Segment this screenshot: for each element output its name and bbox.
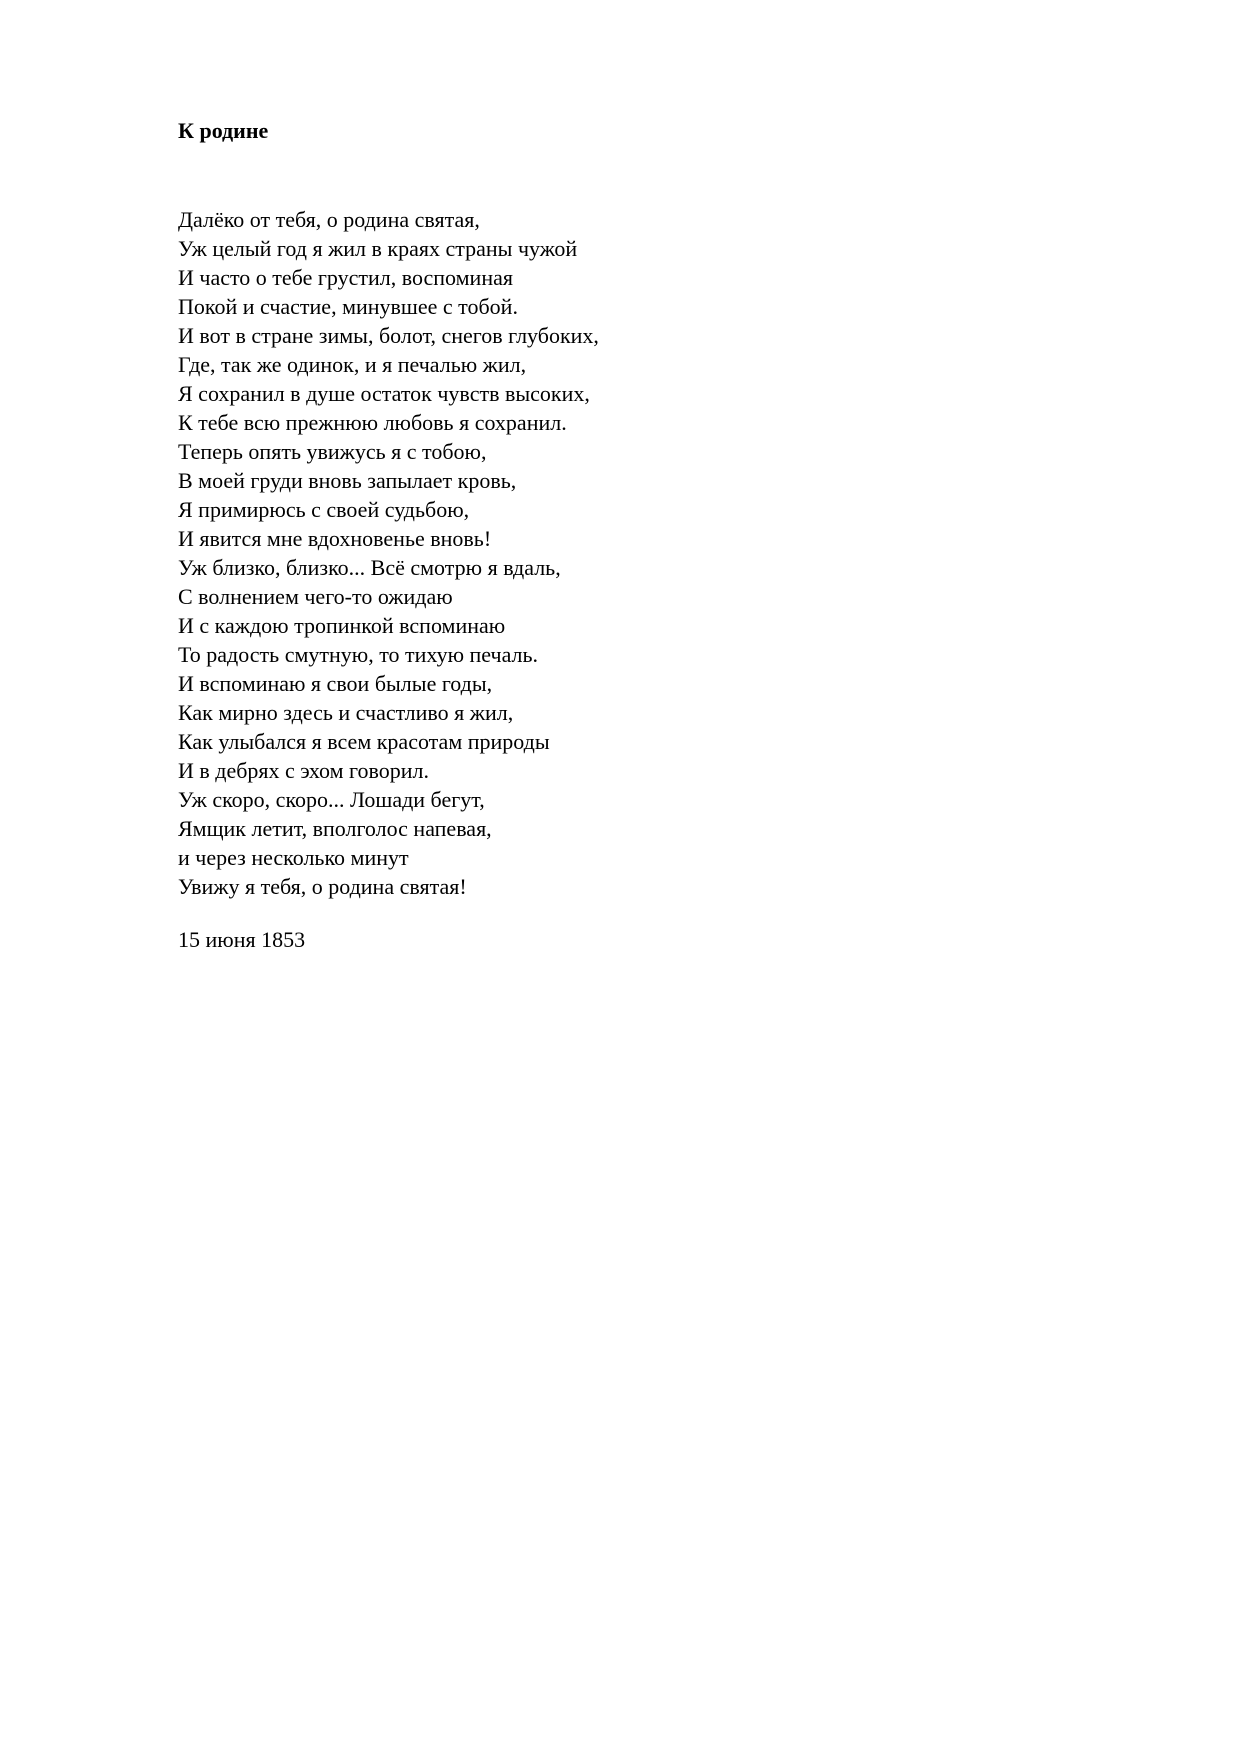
poem-line: Уж близко, близко... Всё смотрю я вдаль, — [178, 555, 561, 580]
poem-line: Уж целый год я жил в краях страны чужой — [178, 236, 578, 261]
poem-line: Я примирюсь с своей судьбою, — [178, 497, 470, 522]
poem-line: И вспоминаю я свои былые годы, — [178, 671, 493, 696]
poem-line: и через несколько минут — [178, 845, 409, 870]
poem-line: Покой и счастие, минувшее с тобой. — [178, 294, 518, 319]
poem-line: Как мирно здесь и счастливо я жил, — [178, 700, 514, 725]
poem-line: И часто о тебе грустил, воспоминая — [178, 265, 513, 290]
poem-line: И в дебрях с эхом говорил. — [178, 758, 430, 783]
poem-line: Ямщик летит, вполголос напевая, — [178, 816, 492, 841]
poem-line: Теперь опять увижусь я с тобою, — [178, 439, 487, 464]
poem-date: 15 июня 1853 — [178, 927, 306, 952]
poem-line: В моей груди вновь запылает кровь, — [178, 468, 517, 493]
poem-line: Уж скоро, скоро... Лошади бегут, — [178, 787, 485, 812]
poem-line: То радость смутную, то тихую печаль. — [178, 642, 539, 667]
poem-line: И с каждою тропинкой вспоминаю — [178, 613, 506, 638]
poem-line: Далёко от тебя, о родина святая, — [178, 207, 480, 232]
poem-line: Я сохранил в душе остаток чувств высоких, — [178, 381, 590, 406]
poem-line: Увижу я тебя, о родина святая! — [178, 874, 467, 899]
poem-line: С волнением чего-то ожидаю — [178, 584, 453, 609]
poem-line: И вот в стране зимы, болот, снегов глубоких, — [178, 323, 599, 348]
poem-line: И явится мне вдохновенье вновь! — [178, 526, 492, 551]
poem-line: Где, так же одинок, и я печалью жил, — [178, 352, 527, 377]
poem-line: Как улыбался я всем красотам природы — [178, 729, 550, 754]
poem-line: К тебе всю прежнюю любовь я сохранил. — [178, 410, 567, 435]
poem-body — [178, 205, 599, 901]
poem-title: К родине — [178, 118, 269, 143]
